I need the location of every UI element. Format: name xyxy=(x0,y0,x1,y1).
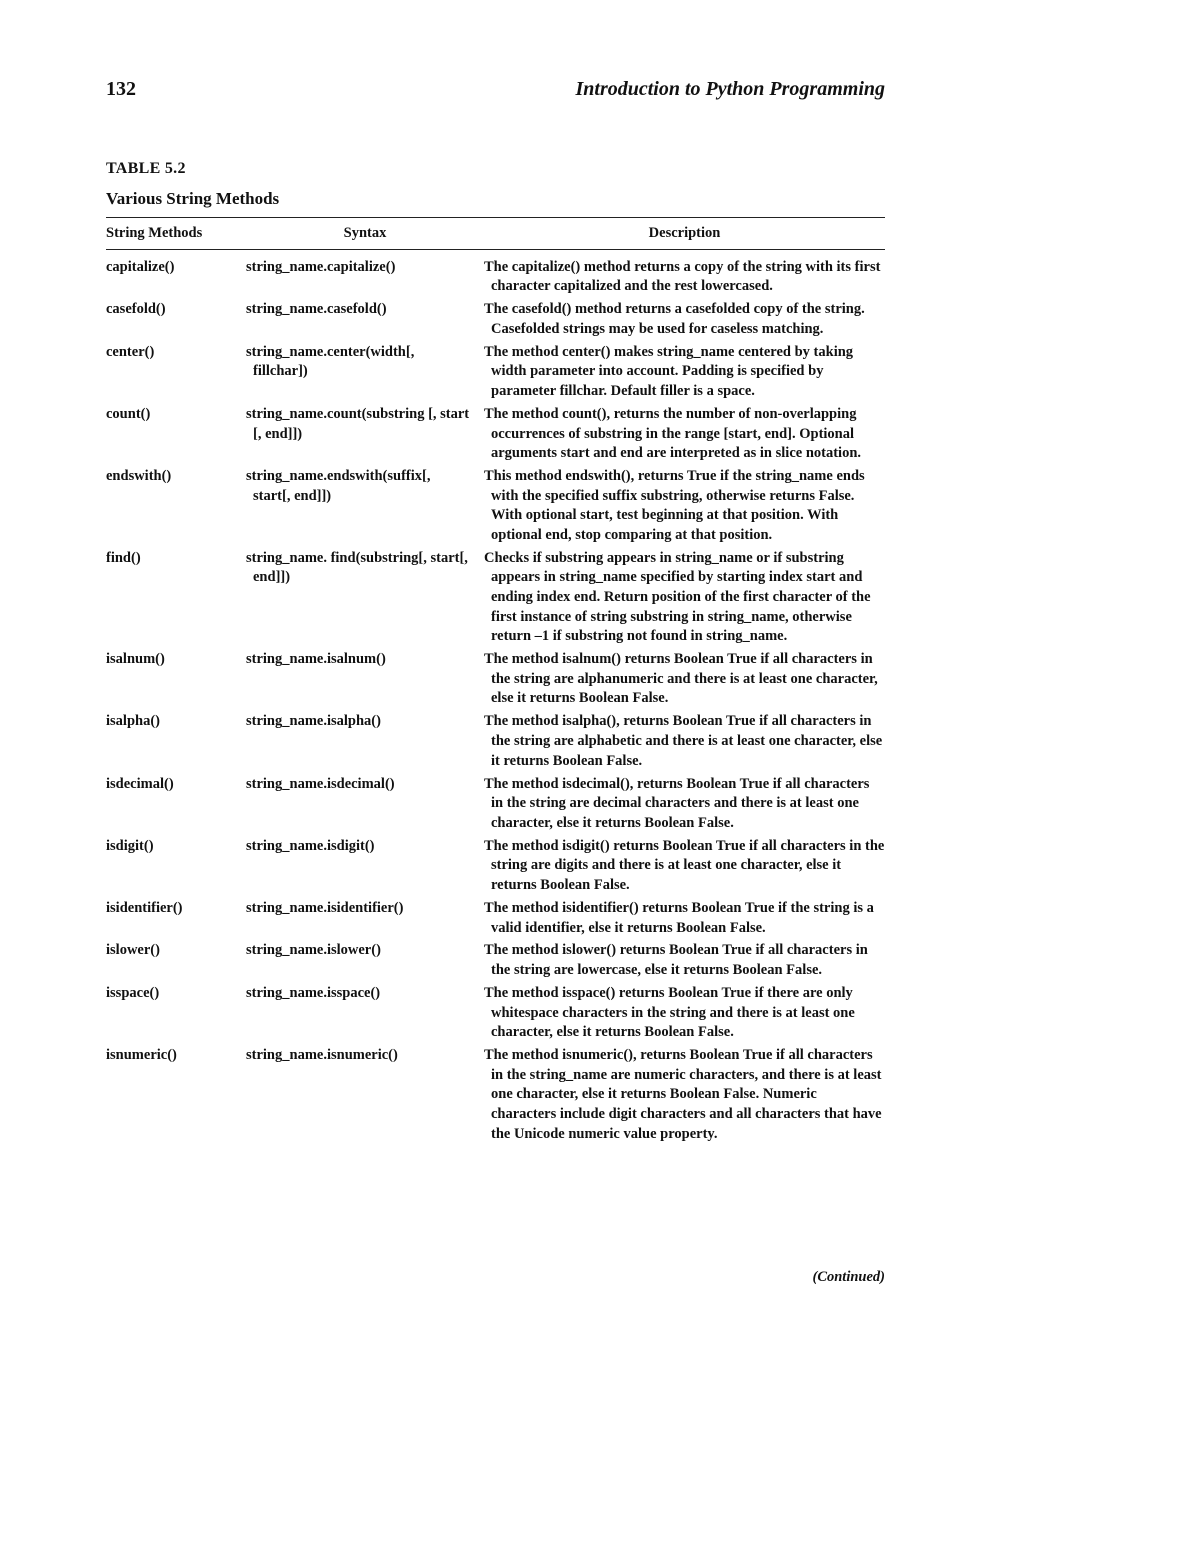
table-row xyxy=(106,249,885,300)
book-title: Introduction to Python Programming xyxy=(575,78,885,100)
table-row xyxy=(106,343,885,405)
method-name-cell: isdecimal() xyxy=(106,775,174,792)
table-row xyxy=(106,650,885,712)
description-cell: This method endswith(), returns True if the string_name ends with the specified suffix substring, otherwise returns False. With optional start, test beginning at that position. With optional end, stop comparing at that position. xyxy=(484,468,865,543)
syntax-cell: string_name. find(substring[, start[, end]]) xyxy=(246,549,468,586)
table-row xyxy=(106,775,885,837)
syntax-cell: string_name.isalpha() xyxy=(246,713,381,730)
string-methods-table xyxy=(106,217,885,1148)
running-header xyxy=(106,78,885,104)
syntax-cell: string_name.isnumeric() xyxy=(246,1047,398,1064)
syntax-cell: string_name.casefold() xyxy=(246,301,387,318)
method-name-cell: find() xyxy=(106,549,141,566)
method-name-cell: isidentifier() xyxy=(106,899,183,916)
table-row xyxy=(106,984,885,1046)
description-cell: The method islower() returns Boolean True if all characters in the string are lowercase, else it returns Boolean False. xyxy=(484,942,868,979)
column-header-description: Description xyxy=(484,218,885,250)
table-row xyxy=(106,405,885,467)
continued-note: (Continued) xyxy=(812,1269,885,1285)
table-row xyxy=(106,899,885,942)
description-cell: The method isalpha(), returns Boolean True if all characters in the string are alphabetic and there is at least one character, else it returns Boolean False. xyxy=(484,713,883,769)
table-caption: Various String Methods xyxy=(106,189,280,208)
syntax-cell: string_name.isidentifier() xyxy=(246,899,404,916)
description-cell: The method isdecimal(), returns Boolean True if all characters in the string are decimal characters and there is at least one character, else it returns Boolean False. xyxy=(484,775,870,831)
description-cell: The capitalize() method returns a copy of the string with its first character capitalized and the rest lowercased. xyxy=(484,258,881,295)
method-name-cell: capitalize() xyxy=(106,258,175,275)
method-name-cell: isdigit() xyxy=(106,837,154,854)
syntax-cell: string_name.isdecimal() xyxy=(246,775,395,792)
syntax-cell: string_name.capitalize() xyxy=(246,258,396,275)
method-name-cell: islower() xyxy=(106,942,160,959)
method-name-cell: casefold() xyxy=(106,301,166,318)
description-cell: The method center() makes string_name centered by taking width parameter into account. Padding is specified by parameter fillchar. Default filler is a space. xyxy=(484,343,854,399)
method-name-cell: count() xyxy=(106,405,151,422)
description-cell: The method isalnum() returns Boolean True if all characters in the string are alphanumeric and there is at least one character, else it returns Boolean False. xyxy=(484,651,878,707)
table-row xyxy=(106,941,885,984)
table-row xyxy=(106,837,885,899)
description-cell: The method isnumeric(), returns Boolean True if all characters in the string_name are numeric characters, and there is at least one character, else it returns Boolean False. Numeric characters include digit characters and all characters that have the Unicode numeric value property. xyxy=(484,1047,882,1142)
description-cell: The method isdigit() returns Boolean True if all characters in the string are digits and there is at least one character, else it returns Boolean False. xyxy=(484,837,885,893)
column-header-syntax: Syntax xyxy=(246,218,484,250)
table-row xyxy=(106,549,885,650)
syntax-cell: string_name.isdigit() xyxy=(246,837,375,854)
method-name-cell: isnumeric() xyxy=(106,1047,177,1064)
table-header-row xyxy=(106,218,885,250)
description-cell: The method isspace() returns Boolean True if there are only whitespace characters in the string and there is at least one character, else it returns Boolean False. xyxy=(484,985,855,1041)
page-number: 132 xyxy=(106,78,136,100)
table-row xyxy=(106,300,885,343)
table-row xyxy=(106,467,885,549)
description-cell: The method isidentifier() returns Boolean True if the string is a valid identifier, else it returns Boolean False. xyxy=(484,899,874,936)
description-cell: Checks if substring appears in string_name or if substring appears in string_name specified by starting index start and ending index end. Return position of the first character of the first instance of string substring in string_name, otherwise return –1 if substring not found in string_name. xyxy=(484,549,871,645)
column-header-methods: String Methods xyxy=(106,218,246,250)
syntax-cell: string_name.endswith(suffix[, start[, end]]) xyxy=(246,468,431,504)
table-row xyxy=(106,712,885,774)
method-name-cell: endswith() xyxy=(106,468,172,485)
method-name-cell: center() xyxy=(106,343,155,360)
description-cell: The casefold() method returns a casefolded copy of the string. Casefolded strings may be used for caseless matching. xyxy=(484,301,865,337)
syntax-cell: string_name.count(substring [, start [, end]]) xyxy=(246,405,470,442)
syntax-cell: string_name.islower() xyxy=(246,942,381,959)
syntax-cell: string_name.isalnum() xyxy=(246,651,386,668)
table-label: TABLE 5.2 xyxy=(106,160,186,177)
method-name-cell: isalpha() xyxy=(106,713,160,730)
syntax-cell: string_name.center(width[, fillchar]) xyxy=(246,343,415,380)
method-name-cell: isalnum() xyxy=(106,651,165,668)
syntax-cell: string_name.isspace() xyxy=(246,985,381,1002)
description-cell: The method count(), returns the number of non-overlapping occurrences of substring in the range [start, end]. Optional arguments start and end are interpreted as in slice notation. xyxy=(484,405,862,462)
table-row xyxy=(106,1046,885,1147)
method-name-cell: isspace() xyxy=(106,985,160,1002)
